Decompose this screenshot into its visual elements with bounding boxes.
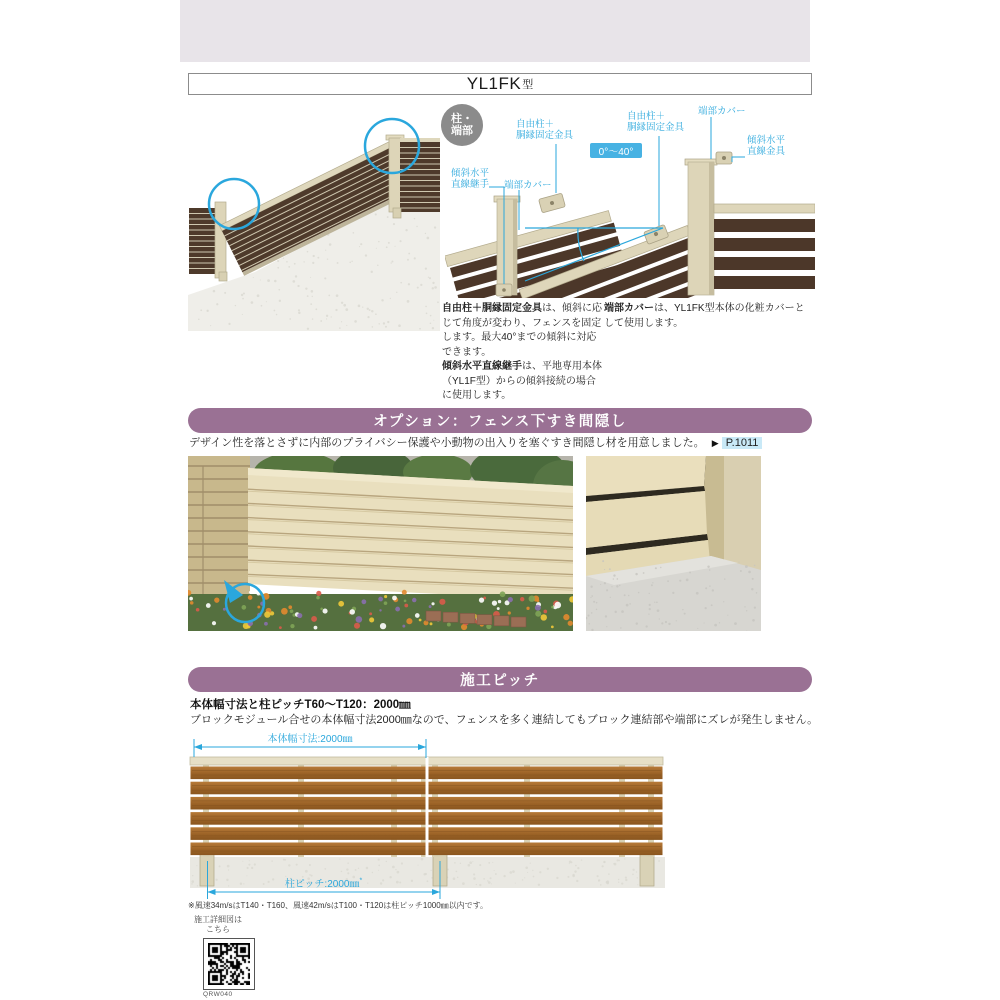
pitch-section-banner: 施工ピッチ [188,667,812,692]
option-description-text: デザイン性を落とさずに内部のプライバシー保護や小動物の出入りを塞ぐすき間隠し材を用意しました。 [189,437,705,449]
model-name: YL1FK [466,74,522,93]
dim-pitch-label: 柱ピッチ:2000㎜* [284,877,363,890]
label-end-cover-right: 端部カバー [698,106,746,117]
pitch-heading: 本体幅寸法と柱ピッチT60～T120：2000㎜ [190,699,411,711]
page-ref-link[interactable]: P.1011 [722,437,763,449]
option-photo-closeup [586,456,761,631]
top-color-bar [180,0,810,62]
qr-caption: 施工詳細図は こちら [194,915,242,934]
right-flat-fence [386,135,440,218]
left-flat-fence [189,202,227,281]
option-description [189,434,762,450]
label-free-post-right: 自由柱＋ 胴縁固定金具 [627,111,685,133]
qr-code [203,938,255,990]
option-section-banner: オプション：フェンス下すき間隠し [188,408,812,433]
angle-range-badge: 0°～40° [590,143,642,158]
post-end-description-right: 端部カバーは、YL1FK型本体の化粧カバーとして使用します。 [604,303,805,329]
label-free-post-left: 自由柱＋ 胴縁固定金具 [516,119,574,141]
page-ref-arrow-icon: ▶ [711,438,719,448]
model-header [188,73,812,95]
model-suffix: 型 [522,79,534,91]
qr-code-id: QRW040 [203,991,233,998]
post-end-badge-line2: 端部 [451,125,473,137]
pitch-description: ブロックモジュール合せの本体幅寸法2000㎜なので、フェンスを多く連結してもブロック連結部や端部にズレが発生しません。 [190,714,819,726]
pitch-footnote: ※風速34m/sはT140・T160、風速42m/sはT100・T120は柱ピッチ1000㎜以内です。 [188,901,489,910]
panel-joint [426,757,429,857]
option-photo-wide [188,456,573,631]
post-end-description-left: 自由柱＋胴縁固定金具は、傾斜に応じて角度が変わり、フェンスを固定します。最大40°までの傾斜に対応できます。 傾斜水平直線継手は、平地専用本体（YL1F型）からの傾斜接続の場合に使用します。 [442,303,602,401]
leader-line [732,157,745,162]
dim-width-label: 本体幅寸法:2000㎜ [267,734,353,745]
label-slope-joint-left: 傾斜水平 直線継手 [451,168,490,190]
post-end-badge-line1: 柱・ [451,113,473,125]
sloped-fence-illustration [188,103,440,331]
label-slope-bracket-right: 傾斜水平 直線金具 [747,135,786,157]
label-end-cover-left: 端部カバー [504,180,552,191]
